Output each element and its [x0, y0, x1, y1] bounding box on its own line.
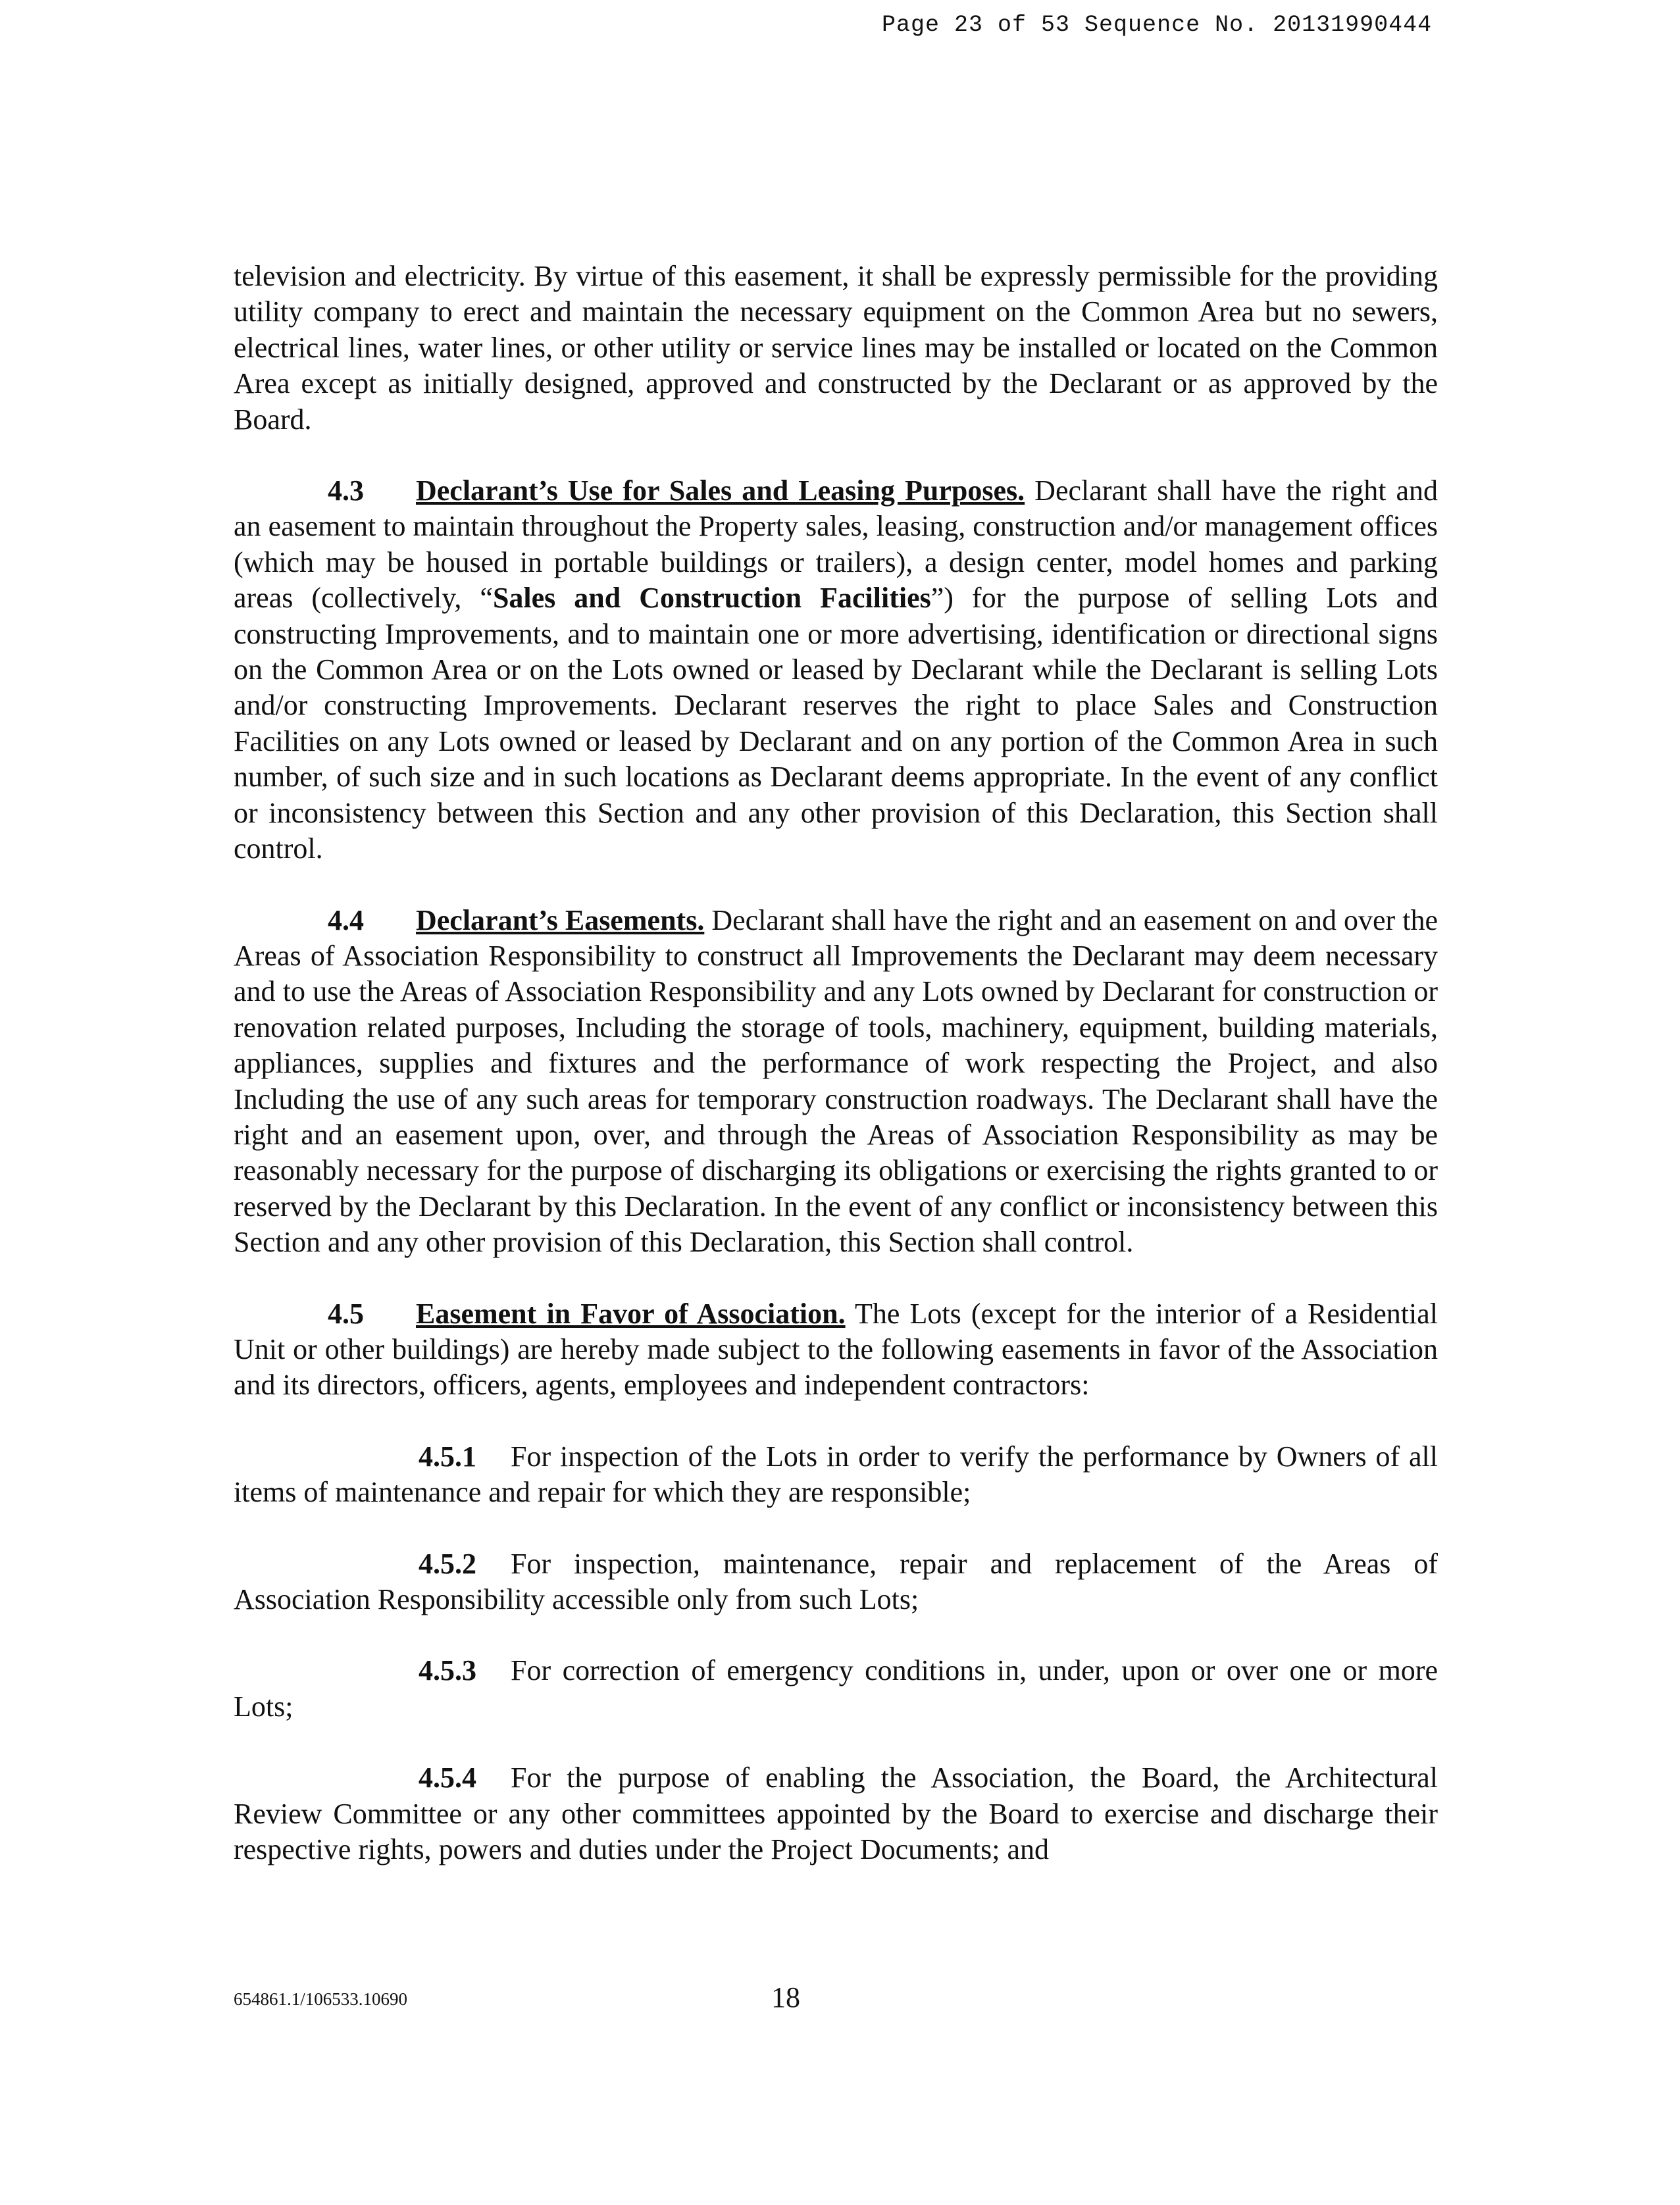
subsection-number: 4.5.4	[419, 1761, 476, 1794]
subsection-text: For the purpose of enabling the Association, the Board, the Architectural Review Committee or any other committees appointed by the Board to exercise and discharge their respective rights, powers and duties under the Project Documents; and	[234, 1761, 1438, 1866]
section-4-4	[234, 903, 1438, 1261]
subsection-number: 4.5.1	[419, 1440, 476, 1473]
section-text: The Lots (except for the interior of a Residential Unit or other buildings) are hereby made subject to the following easements in favor of the Association and its directors, officers, agents, employees and independent contractors:	[234, 1297, 1438, 1402]
document-body	[234, 259, 1438, 1903]
section-text: Declarant shall have the right and an easement on and over the Areas of Association Responsibility to construct all Improvements the Declarant may deem necessary and to use the Areas of Association Responsibility and any Lots owned by Declarant for construction or renovation related purposes, Including the storage of tools, machinery, equipment, building materials, appliances, supplies and fixtures and the performance of work respecting the Project, and also Including the use of any such areas for temporary construction roadways. The Declarant shall have the right and an easement upon, over, and through the Areas of Association Responsibility as may be reasonably necessary for the purpose of discharging its obligations or exercising the rights granted to or reserved by the Declarant by this Declaration. In the event of any conflict or inconsistency between this Section and any other provision of this Declaration, this Section shall control.	[234, 903, 1438, 1259]
subsection-number: 4.5.2	[419, 1547, 476, 1580]
subsection-4-5-2	[234, 1546, 1438, 1618]
defined-term: Sales and Construction Facilities	[492, 582, 931, 615]
section-4-3	[234, 473, 1438, 867]
section-number: 4.4	[328, 903, 364, 936]
subsection-number: 4.5.3	[419, 1654, 476, 1687]
section-title: Declarant’s Use for Sales and Leasing Purposes.	[416, 474, 1025, 507]
section-text: Declarant shall have the right and an easement to maintain throughout the Property sales, leasing, construction and/or management offices (which may be housed in portable buildings or trailers), a design center, model homes and parking areas (collectively, “	[234, 474, 1438, 615]
section-4-5	[234, 1296, 1438, 1404]
page-number: 18	[771, 1981, 800, 2014]
section-number: 4.3	[328, 474, 364, 507]
subsection-4-5-3	[234, 1653, 1438, 1725]
subsection-text: For inspection of the Lots in order to verify the performance by Owners of all items of maintenance and repair for which they are responsible;	[234, 1440, 1438, 1509]
section-title: Easement in Favor of Association.	[416, 1297, 846, 1330]
subsection-text: For correction of emergency conditions in, under, upon or over one or more Lots;	[234, 1654, 1438, 1723]
intro-paragraph: television and electricity. By virtue of this easement, it shall be expressly permissible for the providing utility company to erect and maintain the necessary equipment on the Common Area but no sewers, electrical lines, water lines, or other utility or service lines may be installed or located on the Common Area except as initially designed, approved and constructed by the Declarant or as approved by the Board.	[234, 260, 1438, 436]
subsection-text: For inspection, maintenance, repair and replacement of the Areas of Association Responsibility accessible only from such Lots;	[234, 1547, 1438, 1615]
page-sequence-header: Page 23 of 53 Sequence No. 20131990444	[882, 12, 1433, 38]
section-title: Declarant’s Easements.	[416, 903, 705, 936]
section-text: ”) for the purpose of selling Lots and constructing Improvements, and to maintain one or more advertising, identification or directional signs on the Common Area or on the Lots owned or leased by Declarant while the Declarant is selling Lots and/or constructing Improvements. Declarant reserves the right to place Sales and Construction Facilities on any Lots owned or leased by Declarant and on any portion of the Common Area in such number, of such size and in such locations as Declarant deems appropriate. In the event of any conflict or inconsistency between this Section and any other provision of this Declaration, this Section shall control.	[234, 582, 1438, 865]
section-number: 4.5	[328, 1297, 364, 1330]
document-reference: 654861.1/106533.10690	[234, 1989, 408, 2009]
subsection-4-5-1	[234, 1439, 1438, 1511]
subsection-4-5-4	[234, 1760, 1438, 1867]
